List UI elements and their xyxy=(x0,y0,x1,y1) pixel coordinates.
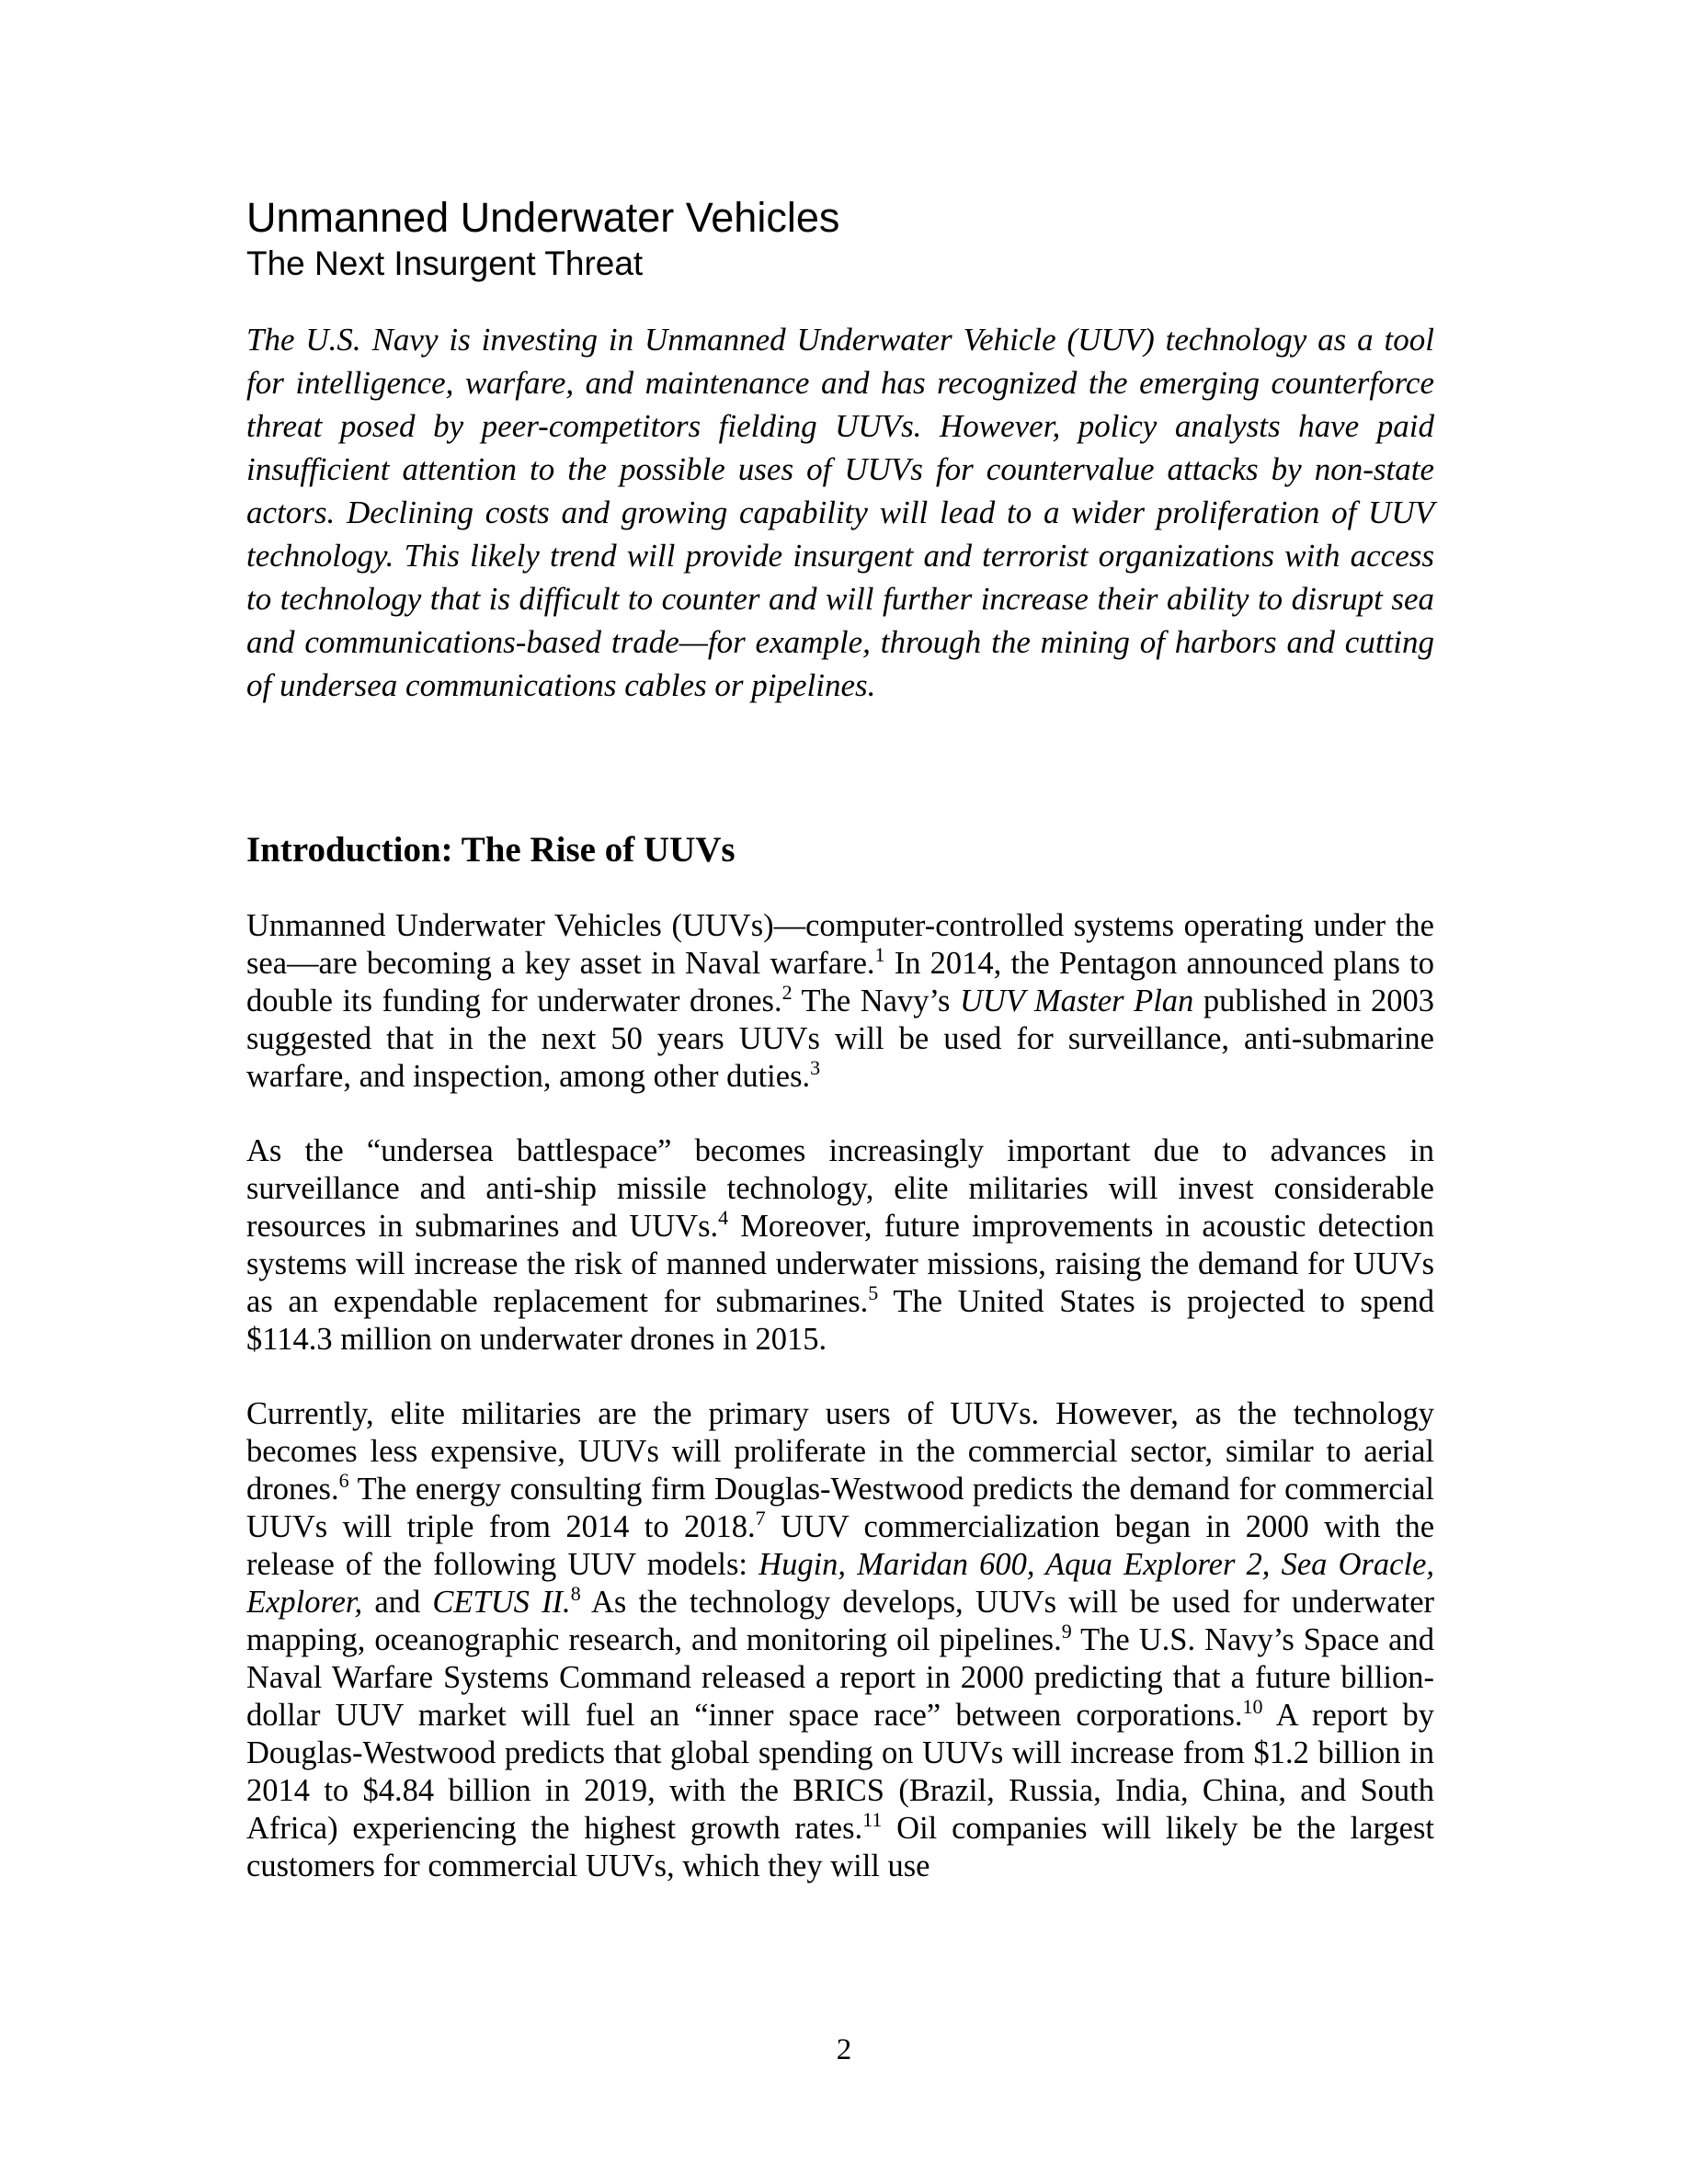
text-run: published in 2003 suggested that in the next 50 years UUVs will be used for surveillance, anti-submarine warfare, and inspection, among other duties. xyxy=(246,984,1434,1094)
footnote-marker: 4 xyxy=(718,1206,729,1229)
document-subtitle: The Next Insurgent Threat xyxy=(246,245,644,282)
italic-title: UUV Master Plan xyxy=(960,984,1194,1018)
text-run: As the technology develops, UUVs will be used for underwater mapping, oceanographic research, and monitoring oil pipelines. xyxy=(246,1585,1434,1657)
text-run: As the “undersea battlespace” becomes increasingly important due to advances in surveillance and anti-ship missile technology, elite militaries will invest considerable resources in submarines and UUVs. xyxy=(246,1133,1434,1244)
page-content xyxy=(246,193,1434,1885)
text-run: Oil companies will likely be the largest customers for commercial UUVs, which they will use xyxy=(246,1811,1434,1883)
footnote-marker: 6 xyxy=(338,1469,349,1492)
footnote-marker: 1 xyxy=(874,943,885,966)
text-run: Moreover, future improvements in acoustic detection systems will increase the risk of manned underwater missions, raising the demand for UUVs as an expendable replacement for submarines. xyxy=(246,1209,1434,1319)
body-paragraph-1 xyxy=(246,907,1434,1096)
footnote-marker: 11 xyxy=(862,1808,883,1831)
text-run: The energy consulting firm Douglas-Westwood predicts the demand for commercial UUVs will triple from 2014 to 2018. xyxy=(246,1472,1434,1544)
footnote-marker: 2 xyxy=(781,981,793,1004)
italic-model-names: Hugin, Maridan 600, Aqua Explorer 2, Sea Oracle, Explorer, xyxy=(246,1547,1434,1620)
text-run: Currently, elite militaries are the primary users of UUVs. However, as the technology becomes less expensive, UUVs will proliferate in the commercial sector, similar to aerial drones. xyxy=(246,1396,1434,1507)
section-heading: Introduction: The Rise of UUVs xyxy=(246,830,736,870)
text-run: In 2014, the Pentagon announced plans to double its funding for underwater drones. xyxy=(246,946,1434,1018)
text-run: and xyxy=(362,1585,433,1620)
text-run: Unmanned Underwater Vehicles (UUVs)—computer-controlled systems operating under the sea—are becoming a key asset in Naval warfare. xyxy=(246,908,1434,981)
body-paragraph-2 xyxy=(246,1132,1434,1359)
page-number: 2 xyxy=(836,2033,852,2066)
footnote-marker: 7 xyxy=(755,1507,766,1530)
footnote-marker: 10 xyxy=(1242,1695,1263,1718)
text-run: The Navy’s xyxy=(792,984,961,1018)
text-run: The United States is projected to spend $114.3 million on underwater drones in 2015. xyxy=(246,1284,1434,1357)
footnote-marker: 9 xyxy=(1061,1620,1072,1643)
abstract: The U.S. Navy is investing in Unmanned Underwater Vehicle (UUV) technology as a tool for intelligence, warfare, and maintenance and has recognized the emerging counterforce threat posed by peer-competitors fielding UUVs. However, policy analysts have paid insufficient attention to the possible uses of UUVs for countervalue attacks by non-state actors. Declining costs and growing capability will lead to a wider proliferation of UUV technology. This likely trend will provide insurgent and terrorist organizations with access to technology that is difficult to counter and will further increase their ability to disrupt sea and communications-based trade—for example, through the mining of harbors and cutting of undersea communications cables or pipelines. xyxy=(246,322,1434,703)
italic-model-name: CETUS II. xyxy=(432,1585,571,1620)
document-title: Unmanned Underwater Vehicles xyxy=(246,194,840,241)
footnote-marker: 8 xyxy=(570,1582,581,1605)
text-run: A report by Douglas-Westwood predicts that global spending on UUVs will increase from $1.2 billion in 2014 to $4.84 billion in 2019, with the BRICS (Brazil, Russia, India, China, and South Africa) experiencing the highest growth rates. xyxy=(246,1698,1434,1846)
body-paragraph-3 xyxy=(246,1395,1434,1885)
footnote-marker: 3 xyxy=(810,1056,821,1079)
footnote-marker: 5 xyxy=(868,1281,879,1304)
text-run: The U.S. Navy’s Space and Naval Warfare Systems Command released a report in 2000 predicting that a future billion-dollar UUV market will fuel an “inner space race” between corporations. xyxy=(246,1622,1434,1733)
text-run: UUV commercialization began in 2000 with the release of the following UUV models: xyxy=(246,1509,1434,1582)
